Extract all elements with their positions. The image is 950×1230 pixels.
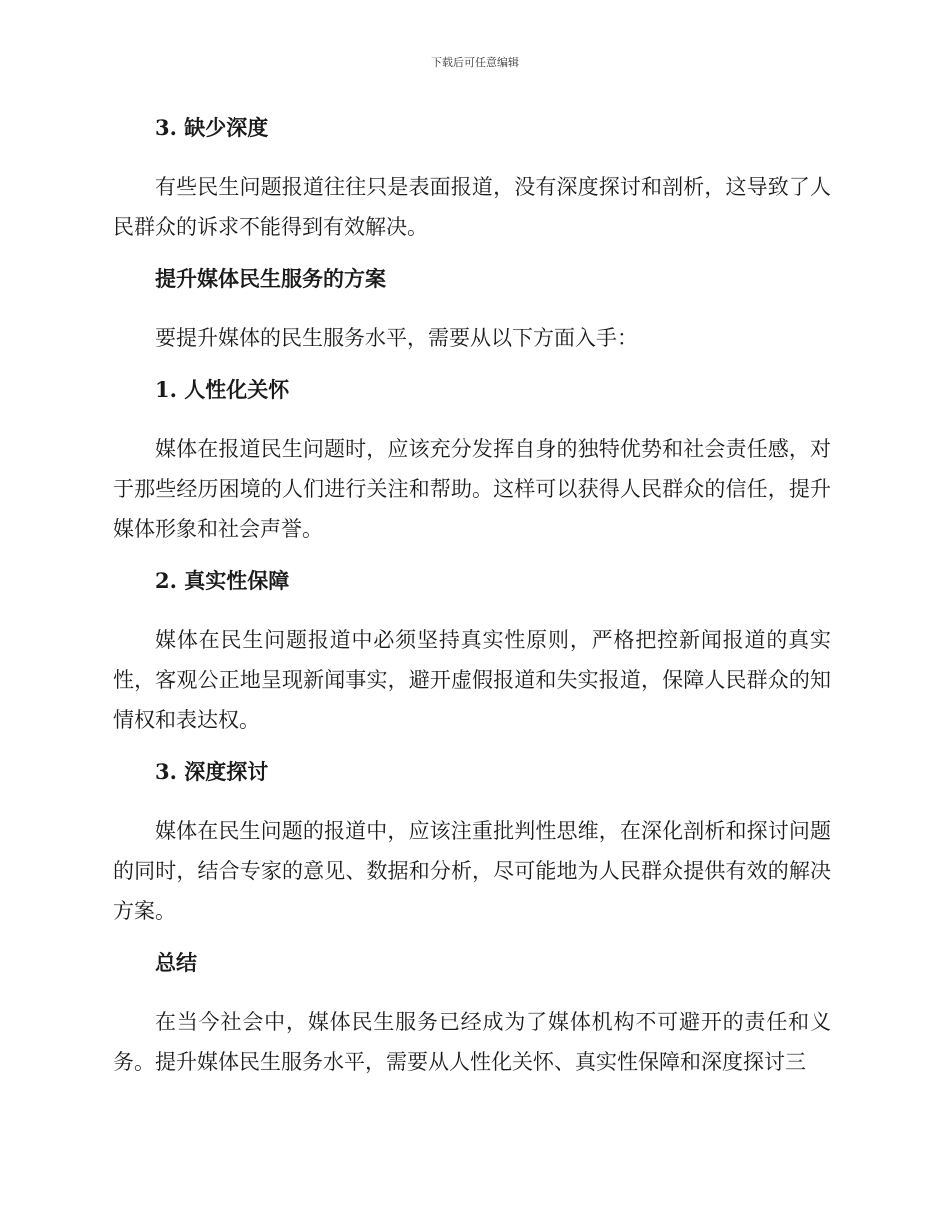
section-heading-humanized-care: 1. 人性化关怀	[155, 377, 290, 402]
paragraph-lack-depth: 有些民生问题报道往往只是表面报道，没有深度探讨和剖析，这导致了人民群众的诉求不能得到有效解决。	[113, 175, 831, 239]
section-heading-in-depth: 3. 深度探讨	[155, 759, 269, 784]
section-heading-authenticity: 2. 真实性保障	[155, 568, 290, 593]
paragraph-in-depth: 媒体在民生问题的报道中，应该注重批判性思维，在深化剖析和探讨问题的同时，结合专家的意见、数据和分析，尽可能地为人民群众提供有效的解决方案。	[113, 819, 831, 923]
section-heading-improvement-plan: 提升媒体民生服务的方案	[155, 266, 386, 291]
page-header-watermark: 下载后可任意编辑	[431, 56, 519, 69]
section-heading-lack-depth: 3. 缺少深度	[155, 115, 269, 140]
document-body	[113, 112, 831, 1082]
section-heading-summary: 总结	[155, 950, 197, 975]
paragraph-improvement-intro: 要提升媒体的民生服务水平，需要从以下方面入手：	[155, 326, 638, 350]
paragraph-summary: 在当今社会中，媒体民生服务已经成为了媒体机构不可避开的责任和义务。提升媒体民生服务水平，需要从人性化关怀、真实性保障和深度探讨三	[113, 1010, 831, 1074]
paragraph-authenticity: 媒体在民生问题报道中必须坚持真实性原则，严格把控新闻报道的真实性，客观公正地呈现新闻事实，避开虚假报道和失实报道，保障人民群众的知情权和表达权。	[113, 628, 831, 732]
paragraph-humanized-care: 媒体在报道民生问题时，应该充分发挥自身的独特优势和社会责任感，对于那些经历困境的人们进行关注和帮助。这样可以获得人民群众的信任，提升媒体形象和社会声誉。	[113, 437, 831, 541]
